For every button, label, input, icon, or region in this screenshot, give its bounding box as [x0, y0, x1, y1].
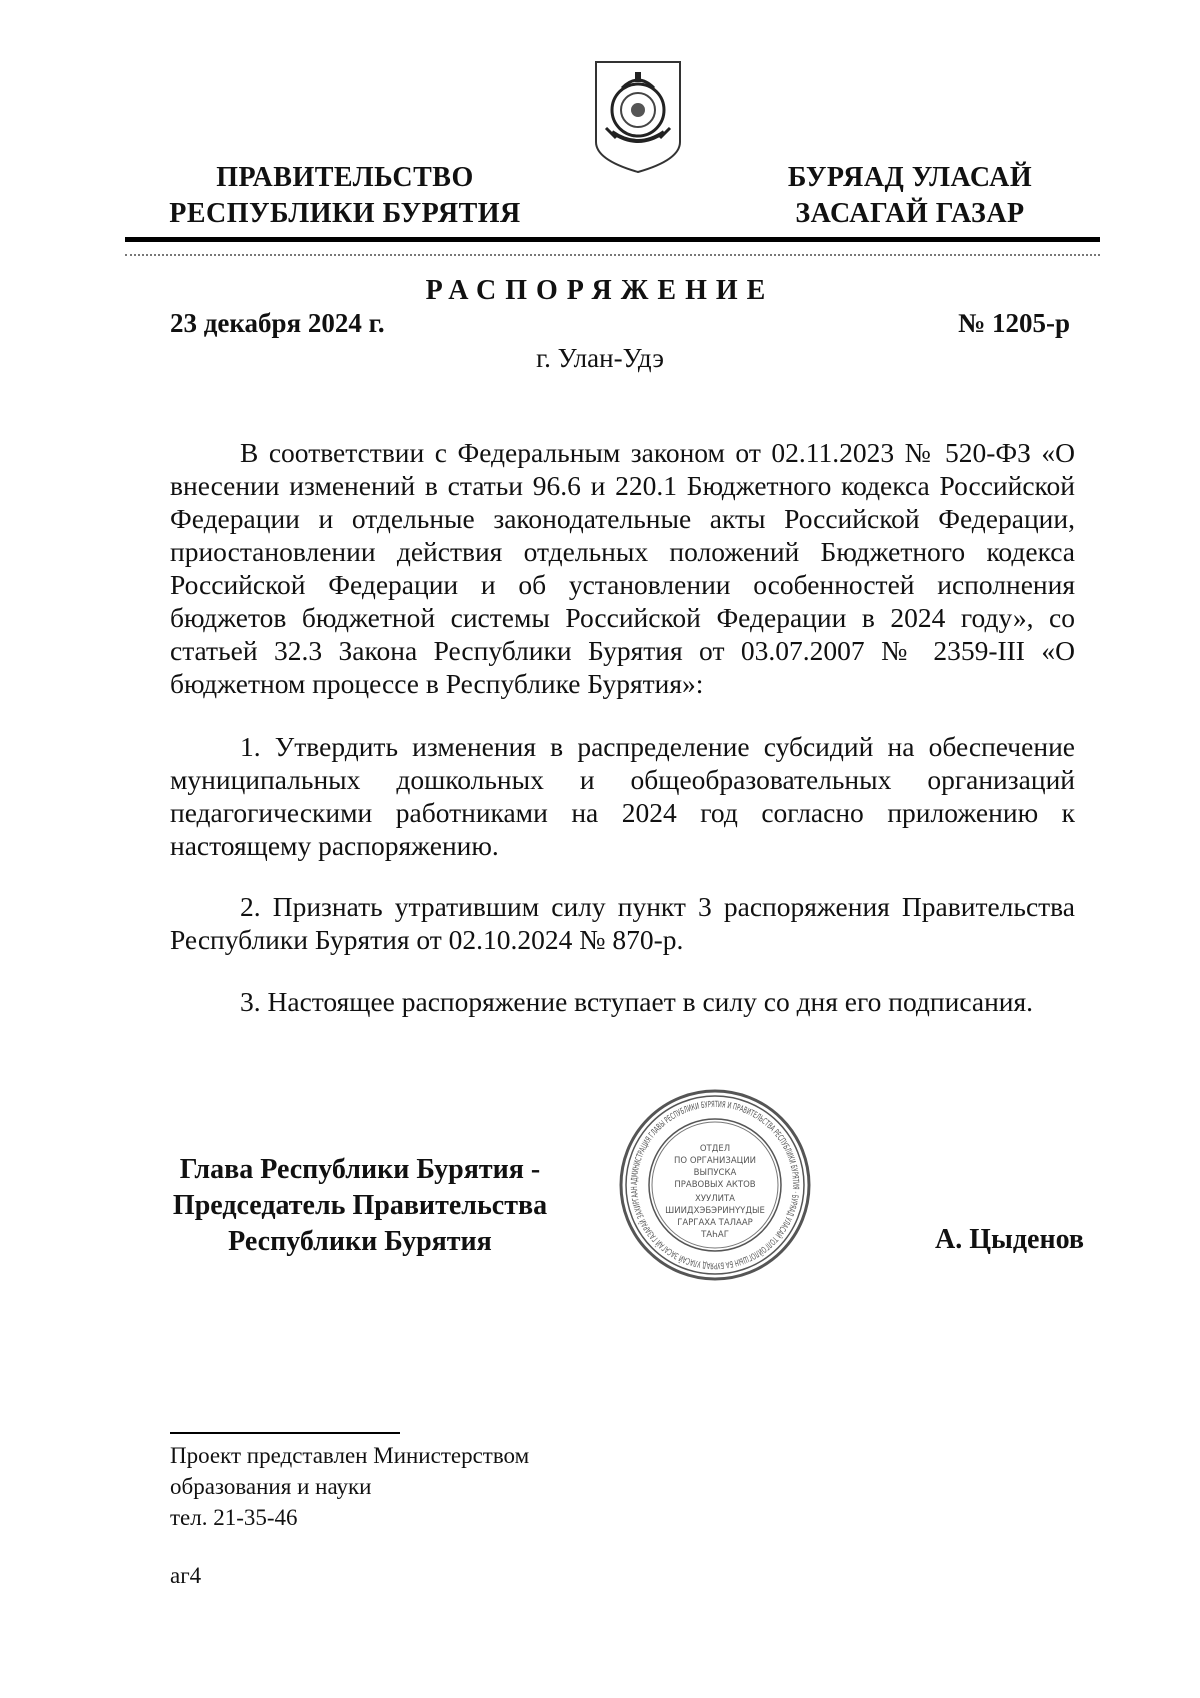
svg-text:ВЫПУСКА: ВЫПУСКА — [693, 1168, 737, 1178]
svg-text:ПО ОРГАНИЗАЦИИ: ПО ОРГАНИЗАЦИИ — [674, 1156, 756, 1166]
document-number: № 1205-р — [958, 308, 1070, 338]
clause-3-paragraph: 3. Настоящее распоряжение вступает в силу со дня его подписания. — [240, 986, 1034, 1017]
government-name-bua — [745, 160, 1075, 232]
government-name-ru — [150, 160, 540, 232]
signer-position-line1: Глава Республики Бурятия - — [179, 1154, 541, 1185]
svg-text:ГАРГАХА ТАЛААР: ГАРГАХА ТАЛААР — [677, 1218, 753, 1228]
svg-text:ШИИДХЭБЭРИНҮҮДЫЕ: ШИИДХЭБЭРИНҮҮДЫЕ — [665, 1206, 765, 1216]
header-divider-thin — [125, 254, 1100, 256]
government-name-bua-line2: ЗАСАГАЙ ГАЗАР — [795, 198, 1025, 229]
document-city: г. Улан-Удэ — [536, 343, 664, 373]
footer-divider — [170, 1432, 400, 1434]
svg-text:ПРАВОВЫХ АКТОВ: ПРАВОВЫХ АКТОВ — [674, 1180, 756, 1190]
coat-of-arms-icon — [592, 58, 684, 176]
footer-line-1: Проект представлен Министерством — [170, 1443, 530, 1468]
footer-phone: тел. 21-35-46 — [170, 1505, 298, 1530]
preamble-paragraph: В соответствии с Федеральным законом от 02.11.2023 № 520-ФЗ «О внесении изменений в статьи 96.6 и 220.1 Бюджетного кодекса Российской Федерации и отдельные законодательные акты Российской Федерации, приостановлении действия отдельных положений Бюджетного кодекса Российской Федерации и об установлении особенностей исполнения бюджетов бюджетной системы Российской Федерации в 2024 году», со статьей 32.3 Закона Республики Бурятия от 03.07.2007 № 2359-III «О бюджетном процессе в Республике Бурятия»: — [170, 437, 1075, 699]
signer-position — [160, 1152, 560, 1260]
signer-position-line3: Республики Бурятия — [228, 1226, 492, 1257]
header-divider-thick — [125, 237, 1100, 242]
clause-2-paragraph: 2. Признать утратившим силу пункт 3 распоряжения Правительства Республики Бурятия от 02.10.2024 № 870-р. — [170, 891, 1075, 955]
footer-code: аг4 — [170, 1563, 202, 1588]
government-name-ru-line2: РЕСПУБЛИКИ БУРЯТИЯ — [169, 198, 521, 229]
svg-text:ТАҺАГ: ТАҺАГ — [701, 1230, 729, 1240]
government-name-bua-line1: БУРЯАД УЛАСАЙ — [787, 162, 1033, 193]
svg-text:ХУУЛИТА: ХУУЛИТА — [695, 1194, 735, 1204]
svg-text:АДМИНИСТРАЦИЯ ГЛАВЫ РЕСПУБЛИКИ: АДМИНИСТРАЦИЯ ГЛАВЫ РЕСПУБЛИКИ БУРЯТИЯ И ПРАВИТЕЛЬСТВА РЕСПУБЛИКИ БУРЯТИЯ · БУРЯАД УЛАСАЙ ТОЛГОЙЛОГШЫН БА БУРЯАД УЛАСАЙ ЗАСАГАЙ ГАЗАРАЙ ЗАХИРГААН — [629, 1099, 801, 1271]
official-seal-icon — [617, 1087, 813, 1283]
clause-1-paragraph: 1. Утвердить изменения в распределение субсидий на обеспечение муниципальных дошкольных и общеобразовательных организаций педагогическими работниками на 2024 год согласно приложению к настоящему распоряжению. — [170, 731, 1075, 861]
svg-text:ОТДЕЛ: ОТДЕЛ — [699, 1144, 731, 1154]
document-title: РАСПОРЯЖЕНИЕ — [425, 275, 775, 306]
document-date: 23 декабря 2024 г. — [170, 308, 385, 338]
signer-position-line2: Председатель Правительства — [172, 1190, 548, 1221]
signer-name: А. Цыденов — [935, 1224, 1085, 1255]
government-name-ru-line1: ПРАВИТЕЛЬСТВО — [216, 162, 474, 193]
footer-line-2: образования и науки — [170, 1474, 372, 1499]
